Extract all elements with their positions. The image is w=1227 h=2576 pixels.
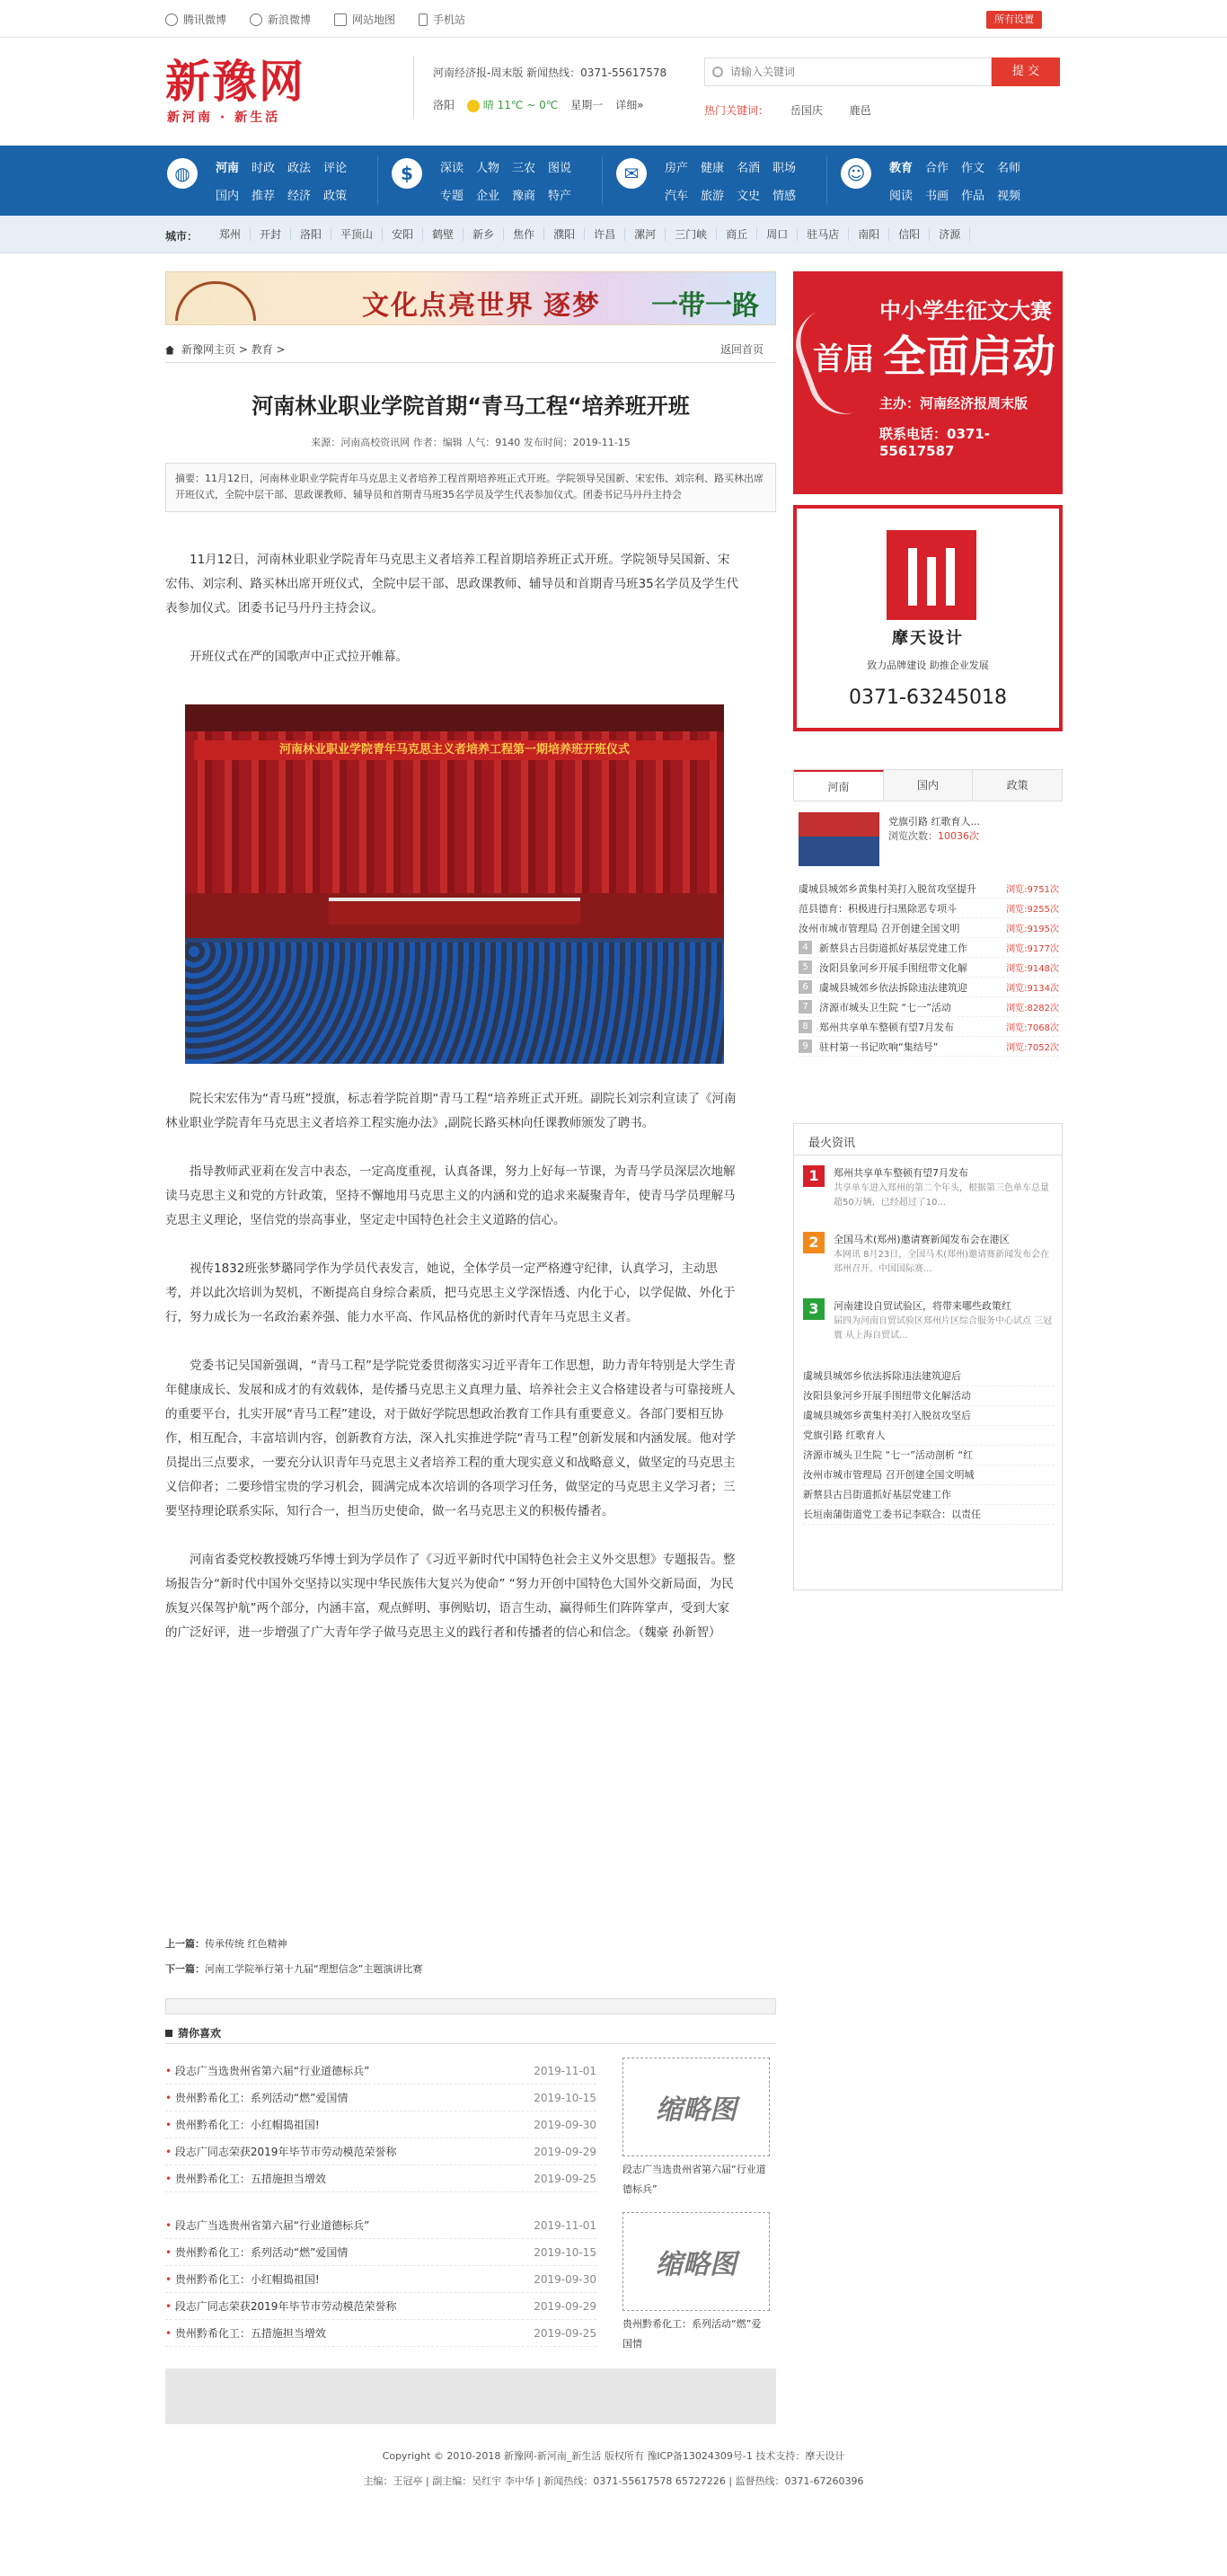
guess-row[interactable] <box>165 2212 596 2239</box>
photo-ceiling <box>185 704 724 731</box>
hot-item-title[interactable]: 河南建设自贸试验区，将带来哪些政策红 <box>834 1300 1011 1312</box>
search-icon <box>712 66 723 77</box>
ad-host: 主办：河南经济报周末版 <box>879 395 1028 412</box>
ad-brush-text: 首届 <box>813 341 874 377</box>
ranking-row[interactable] <box>799 879 1059 899</box>
article-meta: 来源：河南高校资讯网 作者：编辑 人气：9140 发布时间：2019-11-15 <box>311 437 631 448</box>
home-icon <box>165 346 174 355</box>
nav-link[interactable]: 情感 <box>772 190 797 203</box>
nav-link[interactable]: 职场 <box>772 162 797 175</box>
hot-news-title: 最火资讯 <box>808 1137 856 1150</box>
header-info: 河南经济报-周末版 新闻热线：0371-55617578 <box>433 66 667 79</box>
rank-badge: 2 <box>803 1232 825 1253</box>
tab-policy[interactable]: 政策 <box>973 770 1062 801</box>
article-body-bottom <box>165 1087 740 1669</box>
thumbnail-placeholder[interactable]: 缩略图 <box>622 2058 770 2156</box>
guess-list-1 <box>165 2058 596 2192</box>
guess-row[interactable] <box>165 2293 596 2320</box>
photo-curtain <box>185 704 724 893</box>
logo-pillar <box>908 548 917 606</box>
hot-item-title[interactable]: 全国马术(郑州)邀请赛新闻发布会在港区 <box>834 1234 1010 1245</box>
nav-link[interactable]: 名师 <box>997 162 1021 175</box>
city-link[interactable]: 洛阳 <box>291 228 331 241</box>
sina-weibo-icon <box>250 13 262 26</box>
hot-news-box <box>793 1123 1063 1590</box>
hot-item-desc: 本网讯 8月23日，全国马术(郑州)邀请赛新闻发布会在郑州召开。中国国际赛... <box>834 1250 1050 1274</box>
photo-podium <box>329 898 580 925</box>
mobile-icon <box>419 13 428 26</box>
ad-big-text: 全面启动 <box>883 332 1056 382</box>
article-body-top <box>165 548 740 694</box>
thumbnail-caption[interactable]: 段志广当选贵州省第六届“行业道德标兵” <box>622 2164 766 2195</box>
banner-text-dream: 逐梦 <box>543 290 601 322</box>
top-news-item[interactable] <box>799 812 1063 870</box>
bottom-ad-block <box>165 2368 776 2424</box>
sitemap-link[interactable] <box>334 12 395 27</box>
city-link[interactable]: 开封 <box>251 228 291 241</box>
article-paragraph: 党委书记吴国新强调，“青马工程”是学院党委贯彻落实习近平青年工作思想，助力青年特别是大学生青年健康成长、发展和成才的有效载体，是传播马克思主义真理力量、培养社会主义合格建设者与可靠接班人的重要平台，扎实开展“青马工程”建设，对于做好学院思想政治教育工作具有重要意义。各部门要相互协作，相互配合，丰富培训内容，创新教育方法，深入扎实推进学院“青马工程”创新发展和内涵发展。他对学员提出三点要求，一要充分认识青年马克思主义者培养工程的重大现实意义和战略意义，做坚定的马克思主义信仰者；二要珍惜宝贵的学习机会，圆满完成本次培训的各项学习任务，做坚定的马克思主义学习者；三要坚持理论联系实际，知行合一，担当历史使命，做一名马克思主义的积极传播者。 <box>165 1359 736 1518</box>
nav-link[interactable]: 教育 <box>889 162 914 175</box>
back-home-link[interactable]: 返回首页 <box>719 343 764 356</box>
guess-item-date: 2019-09-25 <box>534 2173 596 2185</box>
ranking-views: 浏览:7052次 <box>1006 1043 1059 1053</box>
culture-banner[interactable] <box>165 271 776 325</box>
guess-item-date: 2019-11-01 <box>534 2219 596 2232</box>
mobile-site-label: 手机站 <box>433 13 466 26</box>
prev-next <box>165 1932 422 1982</box>
guess-item-title[interactable]: • 贵州黔希化工：五措施担当增效 <box>165 2165 326 2191</box>
guess-row[interactable] <box>165 2320 596 2347</box>
rank-number: 4 <box>799 941 812 954</box>
guess-item-title[interactable]: • 段志广同志荣获2019年毕节市劳动模范荣誉称 <box>165 2138 396 2164</box>
guess-item-date: 2019-09-30 <box>534 2273 596 2286</box>
guess-item-date: 2019-09-25 <box>534 2327 596 2340</box>
ranking-title[interactable]: 汝阳县象河乡开展手围纽带文化解 <box>819 961 967 974</box>
guess-row[interactable] <box>165 2165 596 2192</box>
ranking-views: 浏览:9255次 <box>1006 905 1059 915</box>
city-link[interactable]: 焦作 <box>504 228 544 241</box>
nav-link[interactable]: 推荐 <box>252 190 276 203</box>
guess-item-title[interactable]: • 段志广同志荣获2019年毕节市劳动模范荣誉称 <box>165 2293 396 2319</box>
nav-link[interactable]: 经济 <box>287 190 312 203</box>
breadcrumb-section[interactable]: 教育 <box>251 343 273 356</box>
hot-list-item[interactable]: 汝阳县象河乡开展手围纽带文化解活动 <box>803 1386 1055 1406</box>
guess-divider <box>165 2043 776 2044</box>
city-link[interactable]: 周口 <box>757 228 798 241</box>
guess-list-2 <box>165 2212 596 2347</box>
weather-weekday: 星期一 <box>570 99 604 111</box>
guess-item-title[interactable]: • 贵州黔希化工：小红帽捣祖国! <box>165 2266 320 2292</box>
ad-phone: 联系电话：0371-55617587 <box>879 426 990 459</box>
hot-keywords <box>704 102 895 118</box>
nav-link[interactable]: 专题 <box>440 190 464 203</box>
ranking-views: 浏览:9148次 <box>1006 964 1059 974</box>
site-logo[interactable]: 新豫网 <box>165 55 305 108</box>
article-summary: 摘要：11月12日，河南林业职业学院青年马克思主义者培养工程首期培养班正式开班。学院领导吴国新、宋宏伟、刘宗利、路买林出席开班仪式，全院中层干部、思政课教师、辅导员和首期青马班35名学员及学生代表参加仪式。团委书记马丹丹主持会 <box>165 463 776 512</box>
article-title: 河南林业职业学院首期“青马工程“培养班开班 <box>252 394 690 419</box>
top-bar <box>0 0 1227 38</box>
guess-row[interactable] <box>165 2058 596 2085</box>
article-paragraph: 11月12日，河南林业职业学院青年马克思主义者培养工程首期培养班正式开班。学院领导吴国新、宋宏伟、刘宗利、路买林出席开班仪式，全院中层干部、思政课教师、辅导员和首期青马班35名学员及学生代表参加仪式。团委书记马丹丹主持会议。 <box>165 553 739 615</box>
nav-divider <box>602 156 603 205</box>
nav-link[interactable]: 政法 <box>287 162 312 175</box>
views-count: 10036次 <box>938 830 979 842</box>
globe-icon: ◍ <box>167 158 198 189</box>
thumbnail-caption[interactable]: 贵州黔希化工：系列活动“燃”爱国情 <box>622 2318 762 2350</box>
guess-item-date: 2019-09-30 <box>534 2119 596 2131</box>
city-bar <box>0 216 1227 253</box>
hot-list-item[interactable]: 济源市城头卫生院 “七一”活动剖析 “红 <box>803 1446 1055 1465</box>
nav-link[interactable]: 企业 <box>476 190 500 203</box>
hot-item-desc: 共享单车进入郑州的第二个年头，根据第三色单车总量超50万辆，已经超过了10... <box>834 1183 1049 1208</box>
article-paragraph: 开班仪式在严的国歌声中正式拉开帷幕。 <box>190 650 408 664</box>
guess-title: 猜你喜欢 <box>178 2027 222 2040</box>
guess-item-date: 2019-09-29 <box>534 2146 596 2158</box>
nav-link[interactable]: 作品 <box>961 190 985 203</box>
ranking-title[interactable]: 汝州市城市管理局 召开创建全国文明 <box>799 922 960 934</box>
ranking-title[interactable]: 新蔡县古吕街道抓好基层党建工作 <box>819 942 967 954</box>
ranking-views: 浏览:9177次 <box>1006 944 1059 954</box>
ad-company-tagline: 致力品牌建设 助推企业发展 <box>867 659 989 671</box>
nav-link[interactable]: 评论 <box>323 162 348 175</box>
search-input[interactable] <box>705 58 939 85</box>
top-news-title[interactable]: 党旗引路 红歌育人... <box>888 816 980 828</box>
guess-item-title[interactable]: • 贵州黔希化工：系列活动“燃”爱国情 <box>165 2085 348 2111</box>
breadcrumb: 新豫网主页 > 教育 > 返回首页 <box>165 341 776 363</box>
ranking-row[interactable] <box>799 997 1059 1017</box>
hot-item-title[interactable]: 郑州共享单车整顿有望7月发布 <box>834 1167 968 1179</box>
ranking-row[interactable] <box>799 1017 1059 1037</box>
rank-number: 5 <box>799 960 812 974</box>
search-box <box>704 58 992 86</box>
rank-badge: 1 <box>803 1165 825 1187</box>
tencent-weibo-link[interactable] <box>165 12 226 27</box>
city-link[interactable]: 信阳 <box>889 228 930 241</box>
tencent-weibo-label: 腾讯微博 <box>183 13 227 26</box>
nav-link[interactable]: 图说 <box>548 162 572 175</box>
tab-domestic[interactable]: 国内 <box>884 770 974 801</box>
hot-keyword[interactable]: 鹿邑 <box>849 104 871 117</box>
nav-link[interactable]: 三农 <box>512 162 536 175</box>
views-label: 浏览次数： <box>888 830 938 842</box>
ranking-title[interactable]: 虞城县城郊乡依法拆除违法建筑迎 <box>819 981 967 994</box>
nav-link[interactable]: 文史 <box>737 190 761 203</box>
photo-audience <box>185 943 724 1064</box>
nav-link[interactable]: 汽车 <box>665 190 689 203</box>
city-link[interactable]: 许昌 <box>585 228 625 241</box>
ranking-row[interactable] <box>799 1037 1059 1057</box>
weather-detail-link[interactable]: 详细» <box>615 99 644 111</box>
mobile-site-link[interactable] <box>419 12 465 27</box>
guess-item-title[interactable]: • 段志广当选贵州省第六届“行业道德标兵” <box>165 2058 369 2084</box>
motian-logo <box>887 530 976 620</box>
ranking-title[interactable]: 郑州共享单车整顿有望7月发布 <box>819 1021 954 1033</box>
nav-link[interactable]: 书画 <box>925 190 949 203</box>
city-link[interactable]: 商丘 <box>717 228 757 241</box>
guess-row[interactable] <box>165 2138 596 2165</box>
nav-link[interactable]: 深读 <box>440 162 464 175</box>
ad-company-phone: 0371-63245018 <box>849 686 1007 709</box>
weather-city: 洛阳 <box>433 99 455 111</box>
article-paragraph: 院长宋宏伟为“青马班”授旗，标志着学院首期“青马工程“培养班正式开班。副院长刘宗利宣读了《河南林业职业学院青年马克思主义者培养工程实施办法》,副院长路买林向任课教师颁发了聘书。 <box>165 1092 737 1130</box>
footer-copyright: Copyright © 2010-2018 新豫网-新河南_新生活 版权所有 豫ICP备13024309号-1 技术支持：摩天设计 <box>382 2450 845 2462</box>
top-news-views <box>888 828 979 843</box>
city-label: 城市： <box>165 230 199 243</box>
city-link[interactable]: 濮阳 <box>544 228 585 241</box>
ranking-views: 浏览:9195次 <box>1006 925 1059 934</box>
hot-keyword[interactable]: 岳国庆 <box>790 104 823 117</box>
weather-temp: 晴 11℃ ~ 0℃ <box>482 99 559 111</box>
prev-label: 上一篇： <box>165 1938 205 1950</box>
guess-item-title[interactable]: • 贵州黔希化工：小红帽捣祖国! <box>165 2111 320 2138</box>
ranking-row[interactable] <box>799 958 1059 978</box>
sina-weibo-label: 新浪微博 <box>268 13 312 26</box>
tencent-weibo-icon <box>165 13 178 26</box>
tab-henan[interactable]: 河南 <box>794 770 884 801</box>
hot-list-item[interactable]: 党旗引路 红歌育人 <box>803 1426 1055 1446</box>
city-link[interactable]: 安阳 <box>383 228 423 241</box>
main-nav <box>0 146 1227 216</box>
news-tabs <box>793 769 1063 801</box>
nav-link[interactable]: 作文 <box>961 162 985 175</box>
nav-divider <box>826 156 827 205</box>
article-paragraph: 视传1832班张梦璐同学作为学员代表发言，她说，全体学员一定严格遵守纪律，认真学习，主动思考，并以此次培训为契机，不断提高自身综合素质，把马克思主义学深悟透、内化于心，以学促做、外化于行，努力成长为一名政治素养强、能力水平高、作风品格优的新时代青年马克思主义者。 <box>165 1261 736 1324</box>
square-icon <box>165 2030 172 2037</box>
guess-row[interactable] <box>165 2266 596 2293</box>
essay-contest-ad[interactable] <box>793 271 1063 494</box>
nav-group-education <box>889 158 1020 203</box>
next-article-link[interactable]: 河南工学院举行第十九届“理想信念”主题演讲比赛 <box>205 1963 423 1975</box>
prev-article-link[interactable]: 传承传统 红色精神 <box>205 1938 287 1950</box>
ranking-row[interactable] <box>799 899 1059 918</box>
nav-link[interactable]: 政策 <box>323 190 348 203</box>
hot-news-list <box>803 1367 1055 1525</box>
guess-item-date: 2019-09-29 <box>534 2300 596 2313</box>
city-list <box>210 228 970 241</box>
ranking-title[interactable]: 驻村第一书记吹响“集结号” <box>819 1040 939 1053</box>
hot-list-item[interactable]: 汝州市城市管理局 召开创建全国文明城 <box>803 1465 1055 1485</box>
hot-list-item[interactable]: 新蔡县古吕街道抓好基层党建工作 <box>803 1485 1055 1505</box>
ranking-views: 浏览:9751次 <box>1006 885 1059 895</box>
guess-row[interactable] <box>165 2085 596 2111</box>
sitemap-icon <box>334 13 347 26</box>
guess-header <box>165 2025 221 2040</box>
dollar-icon: $ <box>392 158 422 189</box>
nav-link[interactable]: 国内 <box>216 190 240 203</box>
photo-banner-text: 河南林业职业学院青年马克思主义者培养工程第一期培养班开班仪式 <box>194 740 715 760</box>
banner-text-belt: 一带一路 <box>651 290 759 322</box>
header-divider <box>413 56 414 119</box>
nav-group-life <box>665 158 796 203</box>
footer-contacts: 主编：王冠亭 | 副主编：吴红宇 李中华 | 新闻热线：0371-55617578 65727226 | 监督热线：0371-67260396 <box>363 2475 864 2487</box>
nav-link[interactable]: 人物 <box>476 162 500 175</box>
settings-button[interactable]: 所有设置 <box>986 11 1042 29</box>
nav-link[interactable]: 河南 <box>216 162 240 175</box>
hot-list-item[interactable]: 虞城县城郊乡黄集村美打入脱贫攻坚后 <box>803 1406 1055 1426</box>
sina-weibo-link[interactable] <box>250 12 311 27</box>
top-news-image <box>799 812 879 866</box>
site-slogan: 新河南 · 新生活 <box>167 111 281 125</box>
article-photo <box>185 704 724 1064</box>
motian-design-ad[interactable] <box>793 505 1063 731</box>
nav-link[interactable]: 合作 <box>925 162 949 175</box>
sitemap-label: 网站地图 <box>352 13 396 26</box>
nav-link[interactable]: 时政 <box>252 162 276 175</box>
nav-link[interactable]: 名酒 <box>737 162 761 175</box>
ranking-title[interactable]: 虞城县城郊乡黄集村美打入脱贫攻坚提升 <box>799 882 976 895</box>
comment-bar <box>165 1998 776 2014</box>
article-paragraph: 河南省委党校教授姚巧华博士到为学员作了《习近平新时代中国特色社会主义外交思想》专题报告。整场报告分“新时代中国外交坚持以实现中华民族伟大复兴为使命” “努力开创中国特色大国外交新局面，为民族复兴保驾护航”两个部分，内涵丰富，观点鲜明、事例贴切，语言生动，赢得师生们阵阵掌声，受到大家的广泛好评，进一步增强了广大青年学子做马克思主义的践行者和传播者的信心和信念。（魏豪 孙新智） <box>165 1553 736 1640</box>
hot-item-desc: 届四为河南自贸试验区郑州片区综合服务中心试点 三冠寰 从上海自贸试... <box>834 1316 1053 1341</box>
ranking-views: 浏览:7068次 <box>1006 1023 1059 1033</box>
nav-group-news <box>216 158 347 203</box>
nav-link[interactable]: 阅读 <box>889 190 914 203</box>
city-link[interactable]: 郑州 <box>210 228 251 241</box>
nav-link[interactable]: 健康 <box>701 162 725 175</box>
hot-list-item[interactable]: 长垣南蒲街道党工委书记李联合：以责任 <box>803 1505 1055 1525</box>
city-link[interactable]: 驻马店 <box>798 228 849 241</box>
ranking-row[interactable] <box>799 938 1059 958</box>
rank-badge: 3 <box>803 1298 825 1320</box>
logo-pillar <box>927 557 936 606</box>
nav-link[interactable]: 房产 <box>665 162 689 175</box>
next-label: 下一篇： <box>165 1963 205 1975</box>
rank-number: 9 <box>799 1040 812 1053</box>
nav-link[interactable]: 旅游 <box>701 190 725 203</box>
breadcrumb-home[interactable]: 新豫网主页 <box>181 343 236 356</box>
nav-divider <box>377 156 378 205</box>
rank-number: 7 <box>799 1000 812 1014</box>
user-icon: ☺ <box>841 158 871 189</box>
nav-link[interactable]: 视频 <box>997 190 1021 203</box>
ranking-views: 浏览:9134次 <box>1006 984 1059 994</box>
guess-item-title[interactable]: • 贵州黔希化工：五措施担当增效 <box>165 2320 326 2346</box>
banner-text-main: 文化点亮世界 <box>362 290 534 322</box>
rank-number: 8 <box>799 1020 812 1033</box>
ranking-views: 浏览:8282次 <box>1006 1004 1059 1014</box>
search-submit-button[interactable]: 提 交 <box>992 58 1060 86</box>
hot-keywords-label: 热门关键词： <box>704 104 770 117</box>
city-link[interactable]: 济源 <box>930 228 970 241</box>
ranking-title[interactable]: 济源市城头卫生院 “七一”活动 <box>819 1001 951 1014</box>
city-link[interactable]: 漯河 <box>625 228 666 241</box>
guess-item-date: 2019-11-01 <box>534 2065 596 2077</box>
hot-list-item[interactable]: 虞城县城郊乡依法拆除违法建筑迎后 <box>803 1367 1055 1386</box>
city-link[interactable]: 南阳 <box>849 228 889 241</box>
footer <box>0 2444 1227 2494</box>
city-link[interactable]: 新乡 <box>463 228 504 241</box>
guess-row[interactable] <box>165 2111 596 2138</box>
ranking-title[interactable]: 范县德育：积极进行扫黑除恶专项斗 <box>799 902 957 915</box>
guess-row[interactable] <box>165 2239 596 2266</box>
nav-link[interactable]: 豫商 <box>512 190 536 203</box>
ranking-row[interactable] <box>799 918 1059 938</box>
city-link[interactable]: 平顶山 <box>331 228 383 241</box>
nav-link[interactable]: 特产 <box>548 190 572 203</box>
guess-item-date: 2019-10-15 <box>534 2092 596 2104</box>
thumbnail-placeholder[interactable]: 缩略图 <box>622 2212 770 2311</box>
ranking-list <box>799 879 1059 1057</box>
logo-pillar <box>946 548 955 606</box>
city-link[interactable]: 三门峡 <box>666 228 717 241</box>
city-link[interactable]: 鹤壁 <box>423 228 463 241</box>
chat-icon: ✉ <box>616 158 647 189</box>
sun-icon <box>467 100 480 112</box>
guess-item-date: 2019-10-15 <box>534 2246 596 2259</box>
rank-number: 6 <box>799 980 812 994</box>
ad-title: 中小学生征文大赛 <box>879 298 1052 323</box>
weather-widget <box>433 97 644 112</box>
guess-item-title[interactable]: • 贵州黔希化工：系列活动“燃”爱国情 <box>165 2239 348 2265</box>
bridge-graphic <box>175 281 256 321</box>
nav-group-economy <box>440 158 571 203</box>
ranking-row[interactable] <box>799 978 1059 997</box>
guess-item-title[interactable]: • 段志广当选贵州省第六届“行业道德标兵” <box>165 2212 369 2238</box>
article-paragraph: 指导教师武亚莉在发言中表态，一定高度重视，认真备课，努力上好每一节课，为青马学员深层次地解读马克思主义和党的方针政策，坚持不懈地用马克思主义的内涵和党的追求来凝聚青年，使青马学员理解马克思主义理论，坚信党的崇高事业，坚定走中国特色社会主义道路的信心。 <box>165 1164 736 1227</box>
ad-company-name: 摩天设计 <box>892 629 964 648</box>
